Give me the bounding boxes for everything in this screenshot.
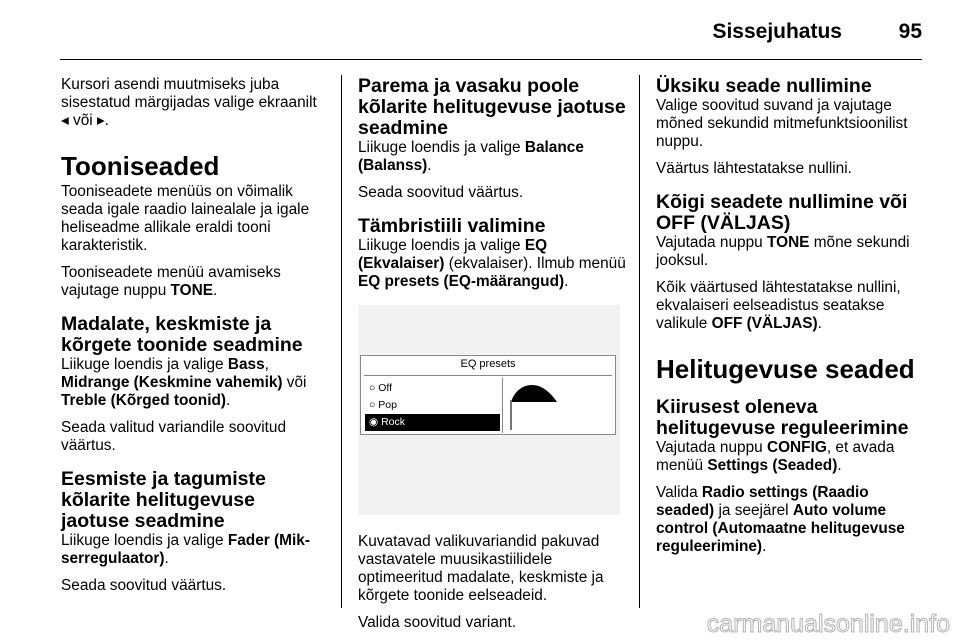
eq-presets-screenshot	[358, 305, 620, 515]
eq-curve-graph	[507, 380, 611, 430]
balance-paragraph-1: Liikuge loendis ja valige Balance (Balanss).	[358, 139, 584, 174]
auto-volume-paragraph-2: Valida Radio settings (Raadio seaded) ja seejärel Auto volume control (Automaatne helitugevuse reguleerimine).	[656, 484, 905, 555]
balance-paragraph-2: Seada soovitud väärtus.	[358, 184, 524, 201]
fader-paragraph-2: Seada soovitud väärtus.	[61, 577, 227, 594]
reset-single-paragraph-1: Valige soovitud suvand ja vajutage mõned sekundid mitmefunktsioonilist nuppu.	[656, 97, 908, 150]
intro-paragraph: Kursori asendi muutmiseks juba sisestatud märgijadas valige ekraanilt ◂ või ▸.	[61, 76, 317, 129]
eq-paragraph-2: Kuvatavad valikuvariandid pakuvad vastavatele muusikastiilidele optimeeritud madalate, keskmiste ja kõrgete toonide eelseadeid.	[358, 533, 604, 604]
header-rule	[60, 59, 922, 60]
heading-eq-style: Tämbristiili valimine	[358, 215, 546, 237]
eq-presets-screen	[360, 355, 616, 435]
eq-title-rule	[364, 375, 612, 376]
heading-bass-mid-treble: Madalate, keskmiste ja kõrgete toonide seadmine	[61, 313, 303, 356]
heading-volume-settings: Helitugevuse seaded	[656, 354, 915, 384]
eq-preset-list	[365, 380, 500, 431]
heading-auto-volume: Kiirusest oleneva helitugevuse reguleerimine	[656, 396, 909, 439]
page-header	[0, 0, 960, 60]
watermark-text: carmanualsonline.info	[706, 610, 950, 638]
eq-option-pop[interactable]: ○ Pop	[369, 399, 397, 411]
heading-reset-single: Üksiku seade nullimine	[656, 75, 872, 97]
watermark	[580, 608, 952, 640]
auto-volume-paragraph-1: Vajutada nuppu CONFIG, et avada menüü Settings (Seaded).	[656, 439, 895, 474]
column-3	[656, 76, 922, 565]
column-divider-1	[341, 75, 342, 608]
reset-all-paragraph-1: Vajutada nuppu TONE mõne sekundi jooksul.	[656, 234, 910, 269]
bass-paragraph-1: Liikuge loendis ja valige Bass, Midrange (Keskmine vahemik) või Treble (Kõrged toonid).	[61, 356, 307, 409]
eq-option-off[interactable]: ○ Off	[369, 382, 393, 394]
eq-screen-title: EQ presets	[460, 358, 516, 370]
eq-option-rock[interactable]: ◉ Rock	[365, 414, 500, 431]
page-number: 95	[898, 20, 922, 43]
column-2	[358, 76, 626, 641]
column-1	[61, 76, 326, 604]
reset-single-paragraph-2: Väärtus lähtestatakse nullini.	[656, 160, 852, 177]
heading-tone-settings: Tooniseaded	[61, 151, 220, 181]
heading-fader: Eesmiste ja tagumiste kõlarite helitugevuse jaotuse seadmine	[61, 468, 266, 532]
column-divider-2	[639, 75, 640, 608]
bass-paragraph-2: Seada valitud variandile soovitud väärtus.	[61, 419, 287, 454]
fader-paragraph-1: Liikuge loendis ja valige Fader (Mikserregulaator).	[61, 532, 310, 567]
eq-paragraph-3: Valida soovitud variant.	[358, 614, 516, 631]
eq-list-divider	[502, 378, 503, 433]
heading-reset-all: Kõigi seadete nullimine või OFF (VÄLJAS)	[656, 191, 908, 234]
tone-paragraph-2: Tooniseadete menüü avamiseks vajutage nuppu TONE.	[61, 264, 281, 299]
tone-paragraph-1: Tooniseadete menüüs on võimalik seada igale raadio lainealale ja igale heliseadme allikale eraldi tooni karakteristik.	[61, 183, 310, 254]
eq-paragraph-1: Liikuge loendis ja valige EQ (Ekvalaiser) (ekvalaiser). Ilmub menüü EQ presets (EQ-määrangud).	[358, 237, 626, 290]
section-title: Sissejuhatus	[712, 20, 842, 43]
heading-balance: Parema ja vasaku poole kõlarite helitugevuse jaotuse seadmine	[358, 75, 626, 139]
reset-all-paragraph-2: Kõik väärtused lähtestatakse nullini, ekvalaiseri eelseadistus seatakse valikule OFF (VÄLJAS).	[656, 279, 901, 332]
